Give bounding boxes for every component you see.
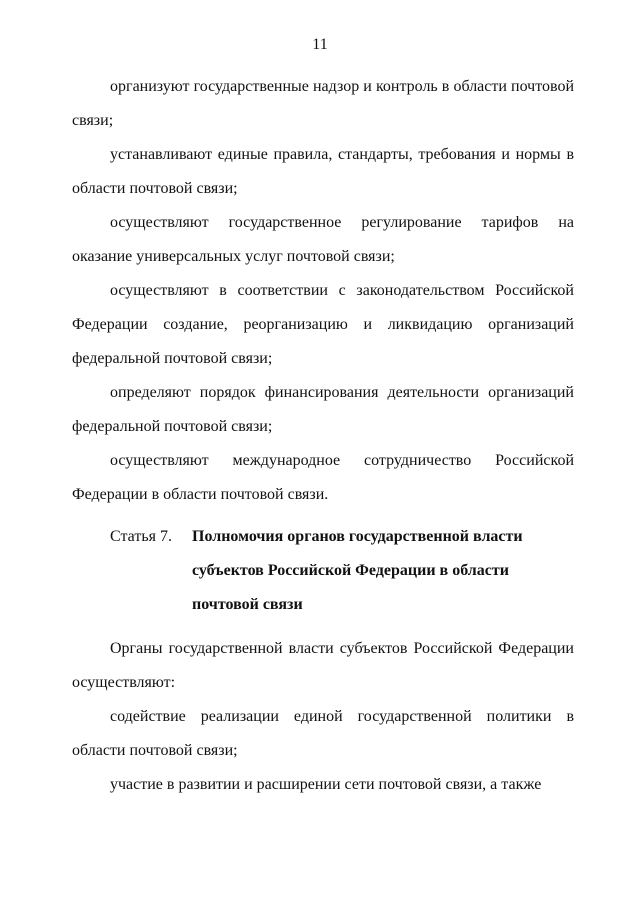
paragraph: устанавливают единые правила, стандарты, требования и нормы в области почтовой связи; bbox=[72, 146, 574, 197]
paragraph: осуществляют государственное регулирование тарифов на оказание универсальных услуг почтовой связи; bbox=[72, 214, 574, 265]
article-heading bbox=[72, 520, 574, 622]
paragraph: определяют порядок финансирования деятельности организаций федеральной почтовой связи; bbox=[72, 384, 574, 435]
article-number: Статья 7. bbox=[110, 528, 172, 545]
page-number: 11 bbox=[312, 36, 328, 53]
paragraph: организуют государственные надзор и контроль в области почтовой связи; bbox=[72, 78, 574, 129]
paragraph: Органы государственной власти субъектов Российской Федерации осуществляют: bbox=[72, 640, 574, 691]
document-body bbox=[72, 70, 574, 802]
paragraph: содействие реализации единой государственной политики в области почтовой связи; bbox=[72, 708, 574, 759]
article-title: Полномочия органов государственной власти субъектов Российской Федерации в области почтовой связи bbox=[192, 528, 523, 613]
paragraph: осуществляют в соответствии с законодательством Российской Федерации создание, реорганизацию и ликвидацию организаций федеральной почтовой связи; bbox=[72, 282, 574, 367]
paragraph: участие в развитии и расширении сети почтовой связи, а также bbox=[110, 776, 542, 793]
paragraph: осуществляют международное сотрудничество Российской Федерации в области почтовой связи. bbox=[72, 452, 574, 503]
